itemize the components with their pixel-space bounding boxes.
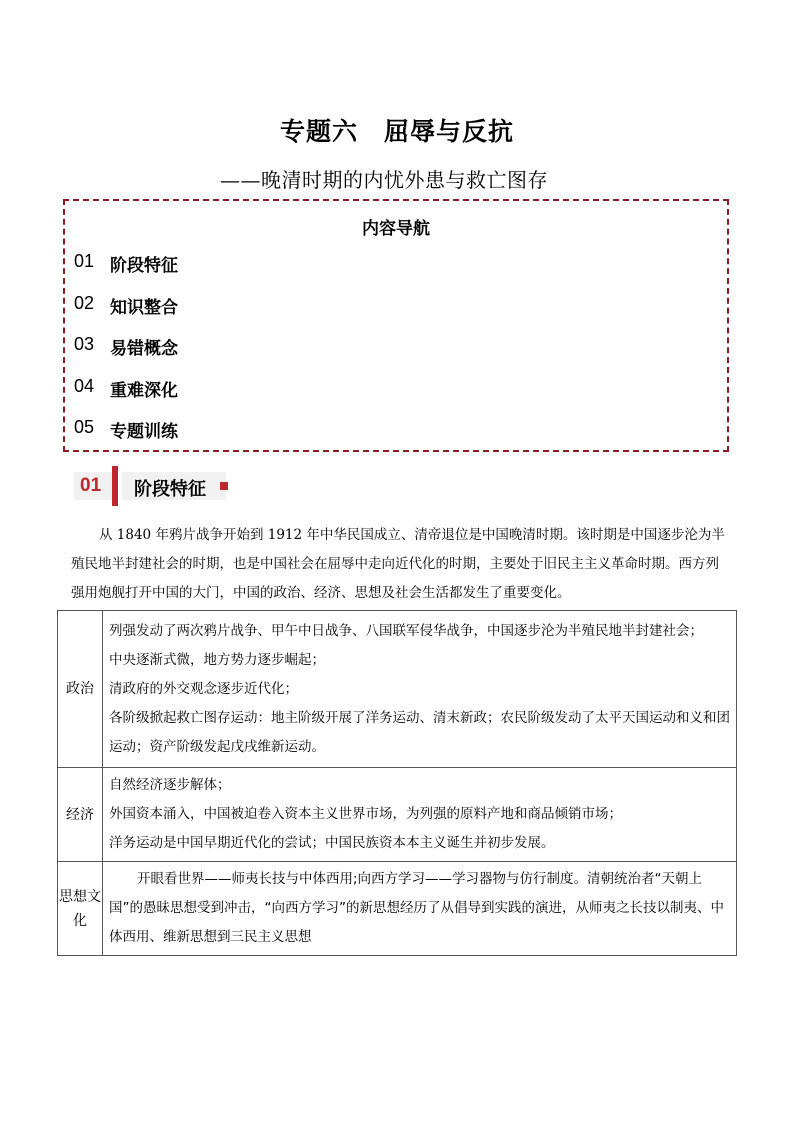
table-line: 自然经济逐步解体；: [109, 777, 231, 793]
nav-item-number: 02: [74, 292, 95, 313]
nav-item-number: 03: [74, 334, 95, 354]
section-label: 阶段特征: [134, 479, 206, 500]
intro-paragraph: 从 1840 年鸦片战争开始到 1912 年中华民国成立、清帝退位是中国晚清时期。该时期是中国逐步沦为半殖民地半封建社会的时期，也是中国社会在屈辱中走向近代化的时期，主要处于旧民主主义革命时期。西方列强用炮舰打开中国的大门，中国的政治、经济、思想及社会生活都发生了重要变化。: [71, 527, 725, 601]
table-content-cell: [103, 862, 737, 956]
section-heading: [74, 466, 234, 506]
nav-item-label: 阶段特征: [110, 256, 178, 276]
nav-title: 内容导航: [362, 219, 430, 239]
section-number: 01: [80, 475, 102, 496]
nav-item-stage-features[interactable]: [74, 251, 178, 293]
nav-item-number: 04: [74, 375, 95, 396]
table-line: 洋务运动是中国早期近代化的尝试；中国民族资本本主义诞生并初步发展。: [109, 835, 555, 851]
section-square-marker: [220, 482, 228, 490]
table-line: 中央逐渐式微，地方势力逐步崛起；: [109, 651, 325, 668]
nav-item-key-difficulties[interactable]: [74, 376, 178, 418]
table-content-cell: [103, 768, 737, 862]
table-line: 开眼看世界——师夷长技与中体西用;向西方学习——学习器物与仿行制度。清朝统治者“天朝上国”的愚昧思想受到冲击，“向西方学习”的新思想经历了从倡导到实践的演进，从师夷之长技以制夷、中体西用、维新思想到三民主义思想: [109, 871, 724, 945]
content-navigation-box: [63, 199, 729, 452]
page-title: 专题六 屈辱与反抗: [279, 117, 514, 146]
section-accent-bar: [112, 466, 118, 506]
nav-item-error-prone-concepts[interactable]: [74, 334, 178, 376]
nav-item-number: 01: [74, 251, 95, 271]
nav-item-label: 重难深化: [110, 380, 178, 401]
page-subtitle: ——晚清时期的内忧外患与救亡图存: [220, 168, 548, 192]
table-row: [58, 862, 737, 956]
nav-item-topic-training[interactable]: [74, 417, 178, 459]
table-line: 清政府的外交观念逐步近代化；: [109, 680, 298, 697]
table-category-cell: 政治: [58, 611, 103, 768]
table-line: 外国资本涌入，中国被迫卷入资本主义世界市场，为列强的原料产地和商品倾销市场；: [109, 806, 622, 822]
nav-item-knowledge-integration[interactable]: [74, 293, 178, 335]
table-category-cell: 思想文化: [58, 862, 103, 956]
table-category-cell: 经济: [58, 768, 103, 862]
nav-item-label: 易错概念: [110, 339, 178, 359]
table-row: [58, 768, 737, 862]
nav-item-label: 专题训练: [110, 422, 178, 442]
stage-features-table: [57, 610, 737, 956]
nav-list: [74, 251, 178, 459]
table-row: [58, 611, 737, 768]
nav-item-number: 05: [74, 417, 95, 437]
table-content-cell: [103, 611, 737, 768]
table-line: 列强发动了两次鸦片战争、甲午中日战争、八国联军侵华战争，中国逐步沦为半殖民地半封建社会；: [109, 622, 703, 639]
table-line: 各阶级掀起救亡图存运动：地主阶级开展了洋务运动、清末新政；农民阶级发动了太平天国运动和义和团运动；资产阶级发起戊戌维新运动。: [109, 709, 730, 755]
nav-item-label: 知识整合: [110, 297, 178, 318]
